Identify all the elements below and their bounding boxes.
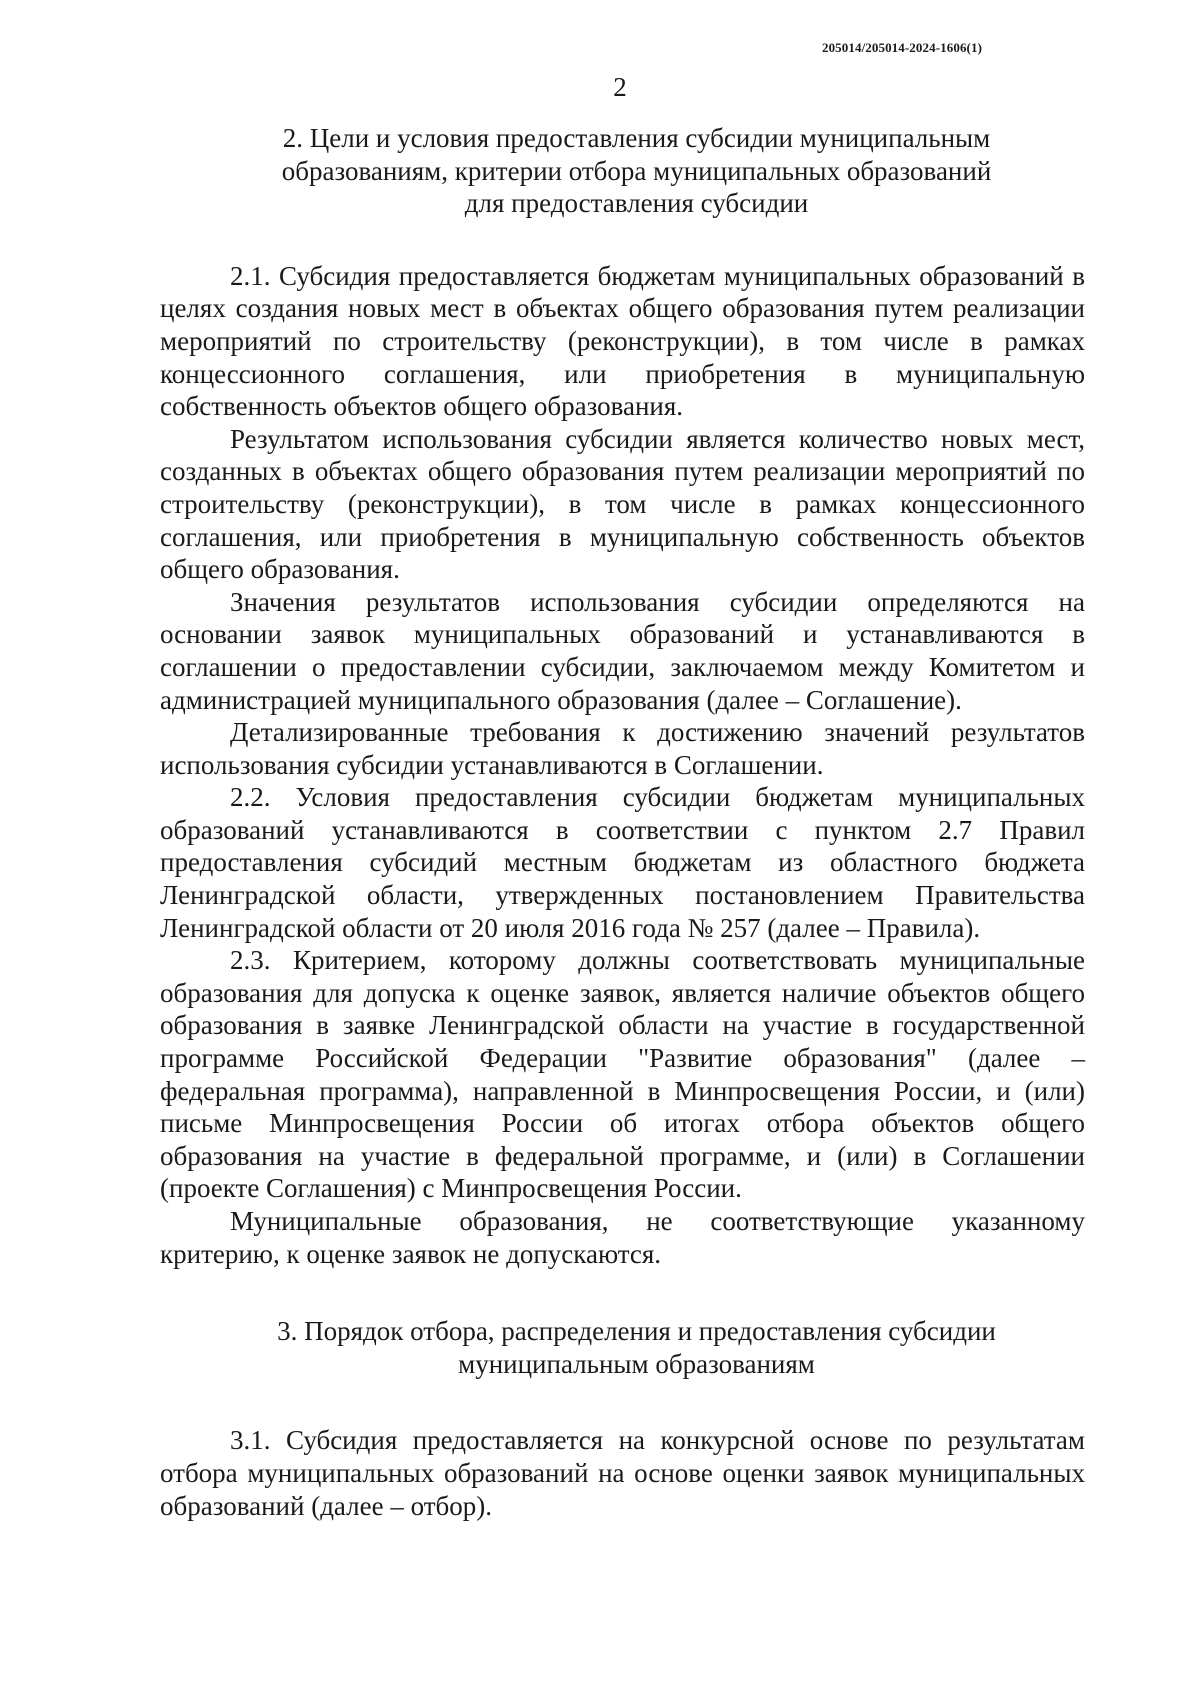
document-id: 205014/205014-2024-1606(1) [821, 40, 982, 55]
paragraph-result: Результатом использования субсидии является количество новых мест, созданных в объектах общего образования путем реализации мероприятий по строительству (реконструкции), в том числе в рамках концессионного соглашения, или приобретения в муниципальную собственность объектов общего образования. [160, 423, 1085, 585]
document-body [160, 122, 1085, 1522]
paragraph-2-1: 2.1. Субсидия предоставляется бюджетам муниципальных образований в целях создания новых мест в объектах общего образования путем реализации мероприятий по строительству (реконструкции), в том числе в рамках концессионного соглашения, или приобретения в муниципальную собственность объектов общего образования. [160, 260, 1085, 422]
section-2-heading-line: образованиям, критерии отбора муниципальных образований [281, 155, 992, 186]
section-3-heading-line: муниципальным образованиям [458, 1348, 815, 1379]
paragraph-2-2: 2.2. Условия предоставления субсидии бюджетам муниципальных образований устанавливаются в соответствии с пунктом 2.7 Правил предоставления субсидий местным бюджетам из областного бюджета Ленинградской области, утвержденных постановлением Правительства Ленинградской области от 20 июля 2016 года № 257 (далее – Правила). [160, 782, 1085, 943]
page-number: 2 [613, 72, 627, 102]
section-2-heading [160, 122, 1085, 220]
section-3-heading [160, 1315, 1085, 1380]
paragraph-values: Значения результатов использования субсидии определяются на основании заявок муниципальных образований и устанавливаются в соглашении о предоставлении субсидии, заключаемом между Комитетом и администрацией муниципального образования (далее – Соглашение). [160, 586, 1085, 715]
paragraph-2-3: 2.3. Критерием, которому должны соответствовать муниципальные образования для допуска к оценке заявок, является наличие объектов общего образования в заявке Ленинградской области на участие в государственной программе Российской Федерации "Развитие образования" (далее – федеральная программа), направленной в Минпросвещения России, и (или) письме Минпросвещения России об итогах отбора объектов общего образования на участие в федеральной программе, и (или) в Соглашении (проекте Соглашения) с Минпросвещения России. [160, 945, 1085, 1204]
spacer [160, 220, 1085, 260]
paragraph-exclusion: Муниципальные образования, не соответствующие указанному критерию, к оценке заявок не допускаются. [160, 1206, 1085, 1269]
section-2-heading-line: для предоставления субсидии [464, 188, 809, 219]
paragraph-requirements: Детализированные требования к достижению значений результатов использования субсидии устанавливаются в Соглашении. [160, 717, 1085, 780]
paragraph-3-1: 3.1. Субсидия предоставляется на конкурсной основе по результатам отбора муниципальных образований на основе оценки заявок муниципальных образований (далее – отбор). [160, 1425, 1085, 1521]
spacer [160, 1380, 1085, 1424]
section-3-heading-line: 3. Порядок отбора, распределения и предоставления субсидии [277, 1316, 996, 1347]
section-2-heading-line: 2. Цели и условия предоставления субсидии муниципальным [282, 123, 991, 153]
spacer [160, 1270, 1085, 1315]
